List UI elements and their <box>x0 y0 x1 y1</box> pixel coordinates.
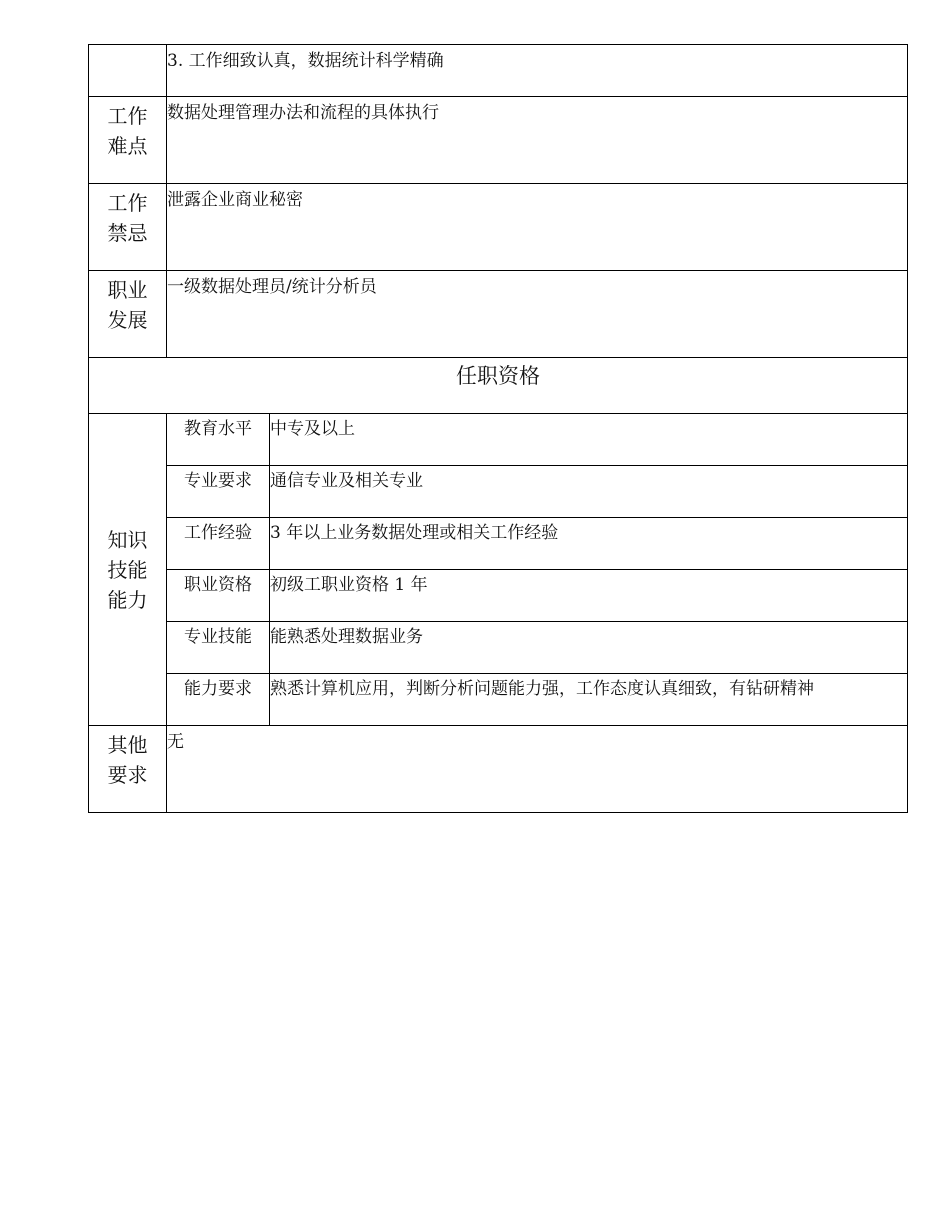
job-description-sheet <box>88 44 907 813</box>
work-difficulty-content: 数据处理管理办法和流程的具体执行 <box>167 97 908 184</box>
qualification-section-row <box>89 358 908 414</box>
work-taboo-label-line1: 工作 <box>107 191 148 215</box>
other-requirements-row <box>89 726 908 813</box>
knowledge-label-line1: 知识 <box>107 527 148 552</box>
work-experience-value: 3 年以上业务数据处理或相关工作经验 <box>270 518 908 570</box>
work-experience-label: 工作经验 <box>167 518 270 570</box>
ability-requirement-label: 能力要求 <box>167 674 270 726</box>
work-difficulty-row <box>89 97 908 184</box>
major-requirement-label: 专业要求 <box>167 466 270 518</box>
professional-skill-value: 能熟悉处理数据业务 <box>270 622 908 674</box>
qualification-section-title: 任职资格 <box>89 358 908 414</box>
work-difficulty-label <box>89 97 167 184</box>
ability-requirement-value: 熟悉计算机应用，判断分析问题能力强，工作态度认真细致，有钻研精神 <box>270 674 908 726</box>
knowledge-label-line2: 技能 <box>107 557 148 582</box>
knowledge-row-5 <box>89 622 908 674</box>
education-level-value: 中专及以上 <box>270 414 908 466</box>
professional-qualification-label: 职业资格 <box>167 570 270 622</box>
knowledge-row-3 <box>89 518 908 570</box>
career-development-label-line1: 职业 <box>107 278 148 302</box>
career-development-label <box>89 271 167 358</box>
work-difficulty-label-line2: 难点 <box>107 134 148 158</box>
professional-skill-label: 专业技能 <box>167 622 270 674</box>
work-taboo-row <box>89 184 908 271</box>
other-requirements-label-line1: 其他 <box>107 733 148 757</box>
other-requirements-label <box>89 726 167 813</box>
education-level-label: 教育水平 <box>167 414 270 466</box>
work-taboo-label <box>89 184 167 271</box>
knowledge-row-1 <box>89 414 908 466</box>
empty-label-cell <box>89 45 167 97</box>
requirement-continuation-row <box>89 45 908 97</box>
other-requirements-label-line2: 要求 <box>107 763 148 787</box>
knowledge-row-4 <box>89 570 908 622</box>
requirement-item-3: 3. 工作细致认真，数据统计科学精确 <box>167 45 908 97</box>
work-taboo-content: 泄露企业商业秘密 <box>167 184 908 271</box>
knowledge-row-2 <box>89 466 908 518</box>
major-requirement-value: 通信专业及相关专业 <box>270 466 908 518</box>
knowledge-label-line3: 能力 <box>107 587 148 612</box>
knowledge-row-6 <box>89 674 908 726</box>
career-development-label-line2: 发展 <box>107 308 148 332</box>
work-difficulty-label-line1: 工作 <box>107 104 148 128</box>
professional-qualification-value: 初级工职业资格 1 年 <box>270 570 908 622</box>
career-development-content: 一级数据处理员/统计分析员 <box>167 271 908 358</box>
knowledge-skills-label <box>89 414 167 726</box>
work-taboo-label-line2: 禁忌 <box>107 221 148 245</box>
career-development-row <box>89 271 908 358</box>
job-description-table <box>88 44 908 813</box>
other-requirements-content: 无 <box>167 726 908 813</box>
